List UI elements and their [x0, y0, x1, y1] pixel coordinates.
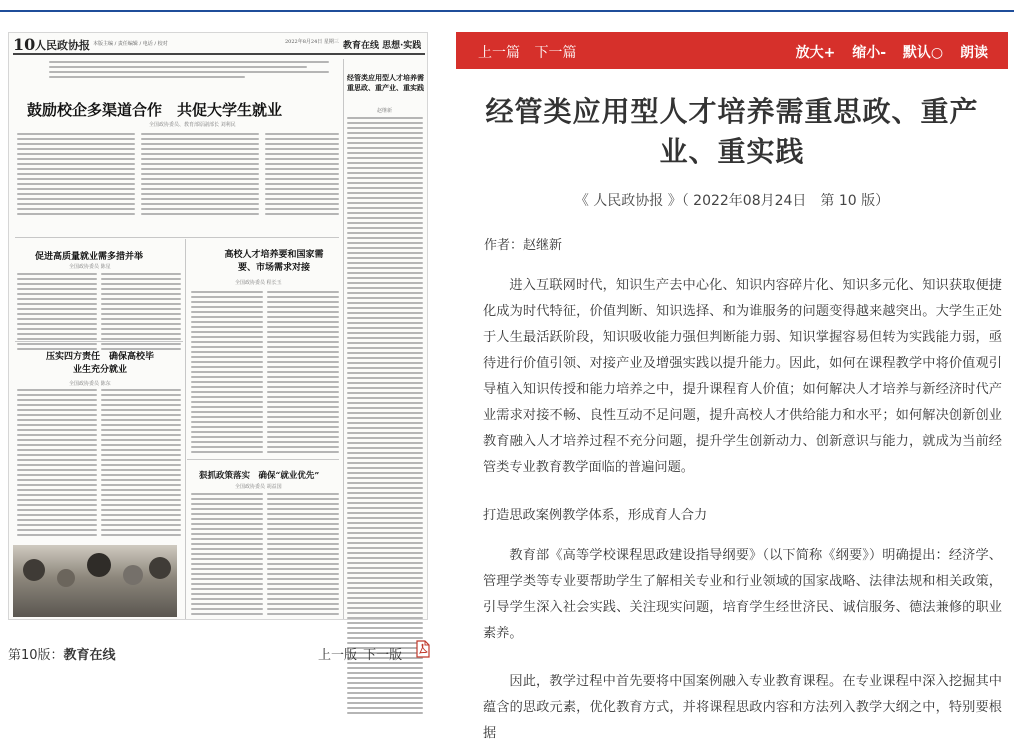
article-title: 经管类应用型人才培养需重思政、重产业、重实践 — [485, 95, 979, 168]
left-mid-byline: 全国政协委员 陈星 — [69, 264, 111, 270]
center-low-text-col2 — [267, 493, 339, 618]
prev-article-link[interactable]: 上一篇 — [478, 45, 520, 61]
side-byline: 赵继新 — [377, 108, 393, 114]
prev-page-link[interactable]: 上一版 — [318, 648, 358, 663]
center-mid-headline[interactable]: 高校人才培养要和国家需要、市场需求对接 — [224, 250, 324, 273]
lead-byline: 全国政协委员、教育部原副部长 刘利民 — [149, 122, 236, 128]
article-subheading: 打造思政案例教学体系，形成育人合力 — [483, 508, 708, 523]
side-headline[interactable]: 经管类应用型人才培养需重思政、重产业、重实践 — [347, 73, 424, 92]
section-rule — [187, 459, 339, 460]
side-column-text — [347, 117, 423, 717]
newspaper-header — [13, 35, 425, 55]
lead-article-text-col1 — [17, 133, 135, 218]
article-paragraph: 因此，教学过程中首先要将中国案例融入专业教育课程。在专业课程中深入挖掘其中蕴含的思政元素，优化教育方式，并将课程思政内容和方法列入教学大纲之中，特别要根据 — [483, 674, 1002, 741]
read-aloud-button[interactable]: 朗读 — [960, 45, 988, 61]
next-article-link[interactable]: 下一篇 — [534, 45, 577, 61]
newspaper-header-info: 本版主编 / 责任编辑 / 电话 / 校对 — [93, 41, 168, 47]
page-label — [8, 644, 116, 663]
center-mid-byline: 全国政协委员 程长玉 — [235, 280, 282, 286]
column-rule — [343, 59, 344, 619]
section-rule — [15, 237, 339, 238]
pdf-download-icon[interactable] — [415, 640, 431, 658]
page-label-name: 教育在线 — [63, 648, 116, 663]
newspaper-page-no: 10 — [13, 35, 36, 54]
lead-headline[interactable]: 鼓励校企多渠道合作 共促大学生就业 — [27, 101, 283, 119]
newspaper-photo — [13, 545, 177, 617]
center-mid-text-col2 — [267, 291, 339, 456]
center-low-byline: 全国政协委员 胡益国 — [235, 484, 282, 490]
article-author: 作者：赵继新 — [484, 238, 563, 253]
article-source: 《 人民政协报 》（ 2022年08月24日 第 10 版） — [574, 193, 890, 209]
left-low-text-col1 — [17, 389, 97, 539]
top-rule — [0, 0, 1014, 12]
left-low-text-col2 — [101, 389, 181, 539]
article-paragraph: 教育部《高等学校课程思政建设指导纲要》（以下简称《纲要》）明确提出：经济学、管理学类等专业要帮助学生了解相关专业和行业领域的国家战略、法律法规和相关政策，引导学生深入社会实践、关注现实问题，培育学生经世济民、诚信服务、德法兼修的职业素养。 — [483, 548, 1002, 641]
newspaper-brand: 人民政协报 — [35, 39, 90, 52]
lead-intro-text — [49, 61, 329, 81]
default-size-button[interactable]: 默认○ — [902, 45, 944, 61]
left-low-headline[interactable]: 压实四方责任 确保高校毕业生充分就业 — [45, 352, 154, 375]
page-label-prefix: 第10版： — [8, 648, 64, 663]
page-nav — [318, 644, 404, 663]
lead-article-text-col3 — [265, 133, 339, 218]
column-rule — [185, 239, 186, 619]
center-low-text-col1 — [191, 493, 263, 618]
article-toolbar — [456, 32, 1008, 69]
section-rule — [15, 341, 183, 342]
article-nav — [478, 42, 586, 62]
center-low-headline[interactable]: 狠抓政策落实 确保“就业优先” — [199, 471, 320, 481]
lead-article-text-col2 — [141, 133, 259, 218]
center-mid-text-col1 — [191, 291, 263, 456]
newspaper-section-name: 教育在线 思想·实践 — [343, 41, 422, 51]
article-paragraph: 进入互联网时代，知识生产去中心化、知识内容碎片化、知识多元化、知识获取便捷化成为时代特征，价值判断、知识选择、和为谁服务的问题变得越来越突出。大学生正处于人生最活跃阶段，知识吸收能力强但判断能力弱、知识掌握容易但转为实践能力弱，亟待进行价值引领、对接产业及增强实践以提升能力。因此，如何在课程教学中将价值观引导植入知识传授和能力培养之中，提升课程育人价值；如何解决人才培养与新经济时代产业需求对接不畅、良性互动不足问题，提升高校人才供给能力和水平；如何解决创新创业教育融入人才培养过程不充分问题，提升学生创新动力、创新意识与能力，就成为当前经管类专业教育教学面临的普遍问题。 — [483, 278, 1002, 475]
next-page-link[interactable]: 下一版 — [363, 648, 403, 663]
reading-controls — [784, 42, 988, 62]
zoom-in-button[interactable]: 放大+ — [795, 45, 836, 61]
newspaper-header-date: 2022年8月24日 星期三 — [285, 39, 339, 45]
left-low-byline: 全国政协委员 陈东 — [69, 381, 111, 387]
newspaper-page-image[interactable] — [8, 32, 428, 620]
zoom-out-button[interactable]: 缩小- — [852, 45, 887, 61]
left-mid-headline[interactable]: 促进高质量就业需多措并举 — [35, 252, 144, 262]
